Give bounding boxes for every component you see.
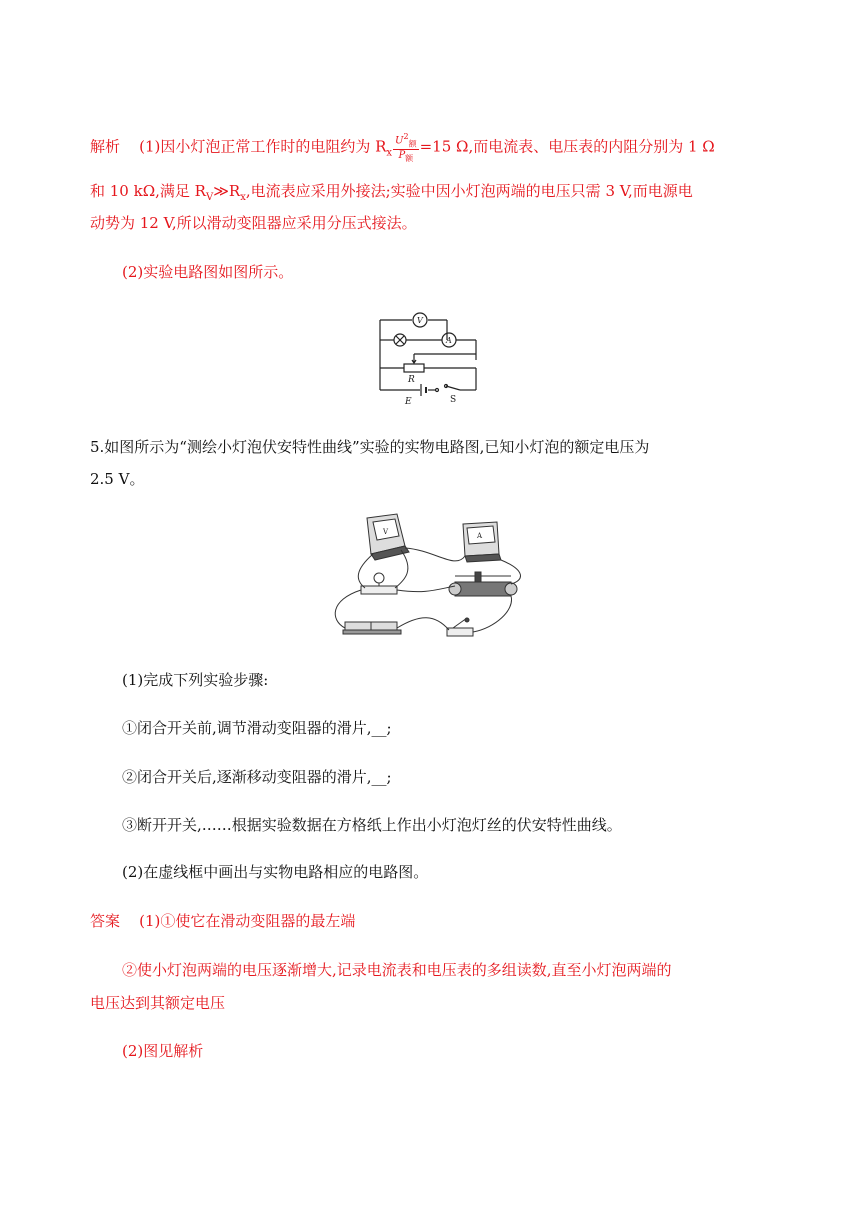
answer-1: (1)①使它在滑动变阻器的最左端	[139, 912, 356, 930]
physical-circuit-illustration	[325, 510, 535, 645]
battery-device-icon	[343, 622, 401, 634]
analysis-part2: (2)实验电路图如图所示。	[122, 263, 294, 281]
emf-label: E	[405, 397, 412, 406]
analysis-text-cont: =15 Ω,而电流表、电压表的内阻分别为 1 Ω	[419, 137, 715, 156]
rheostat-device-icon	[449, 572, 517, 596]
question-line-1: 5.如图所示为“测绘小灯泡伏安特性曲线”实验的实物电路图,已知小灯泡的额定电压为	[90, 438, 650, 456]
part2-question: (2)在虚线框中画出与实物电路相应的电路图。	[122, 863, 429, 881]
analysis-line-1	[90, 131, 715, 164]
svg-text:A: A	[477, 532, 483, 540]
voltmeter-label: V	[417, 316, 423, 325]
answer-line-1	[90, 911, 355, 931]
subscript-x: x	[386, 147, 393, 159]
rheostat-icon	[404, 364, 424, 372]
svg-text:V: V	[383, 528, 389, 536]
switch-device-icon	[447, 618, 473, 636]
question-line-2: 2.5 V。	[90, 470, 145, 488]
answer-3: (2)图见解析	[122, 1042, 204, 1060]
switch-icon	[436, 389, 439, 392]
answer-label: 答案	[90, 912, 121, 930]
step-3: ③断开开关,……根据实验数据在方格纸上作出小灯泡灯丝的伏安特性曲线。	[122, 816, 622, 834]
analysis-line-3: 动势为 12 V,所以滑动变阻器应采用分压式接法。	[90, 214, 417, 232]
analysis-label: 解析	[90, 137, 121, 156]
resistor-label: R	[408, 375, 415, 385]
step-2: ②闭合开关后,逐渐移动变阻器的滑片,__;	[122, 768, 392, 786]
ammeter-device-icon	[463, 522, 501, 562]
analysis-text: (1)因小灯泡正常工作时的电阻约为 R	[139, 137, 387, 156]
step-1: ①闭合开关前,调节滑动变阻器的滑片,__;	[122, 719, 392, 737]
answer-2-line-1: ②使小灯泡两端的电压逐渐增大,记录电流表和电压表的多组读数,直至小灯泡两端的	[122, 961, 672, 979]
answer-2-line-2: 电压达到其额定电压	[90, 994, 226, 1012]
switch-label: S	[450, 395, 457, 405]
circuit-diagram	[372, 310, 484, 406]
bulb-device-icon	[361, 573, 397, 594]
part1-title: (1)完成下列实验步骤:	[122, 671, 269, 689]
analysis-line-2: 和 10 kΩ,满足 $R_V≫R_x$,电流表应采用外接法;实验中因小灯泡两端的电压只需 3 V,而电源电	[90, 182, 693, 203]
resistance-fraction: $\frac{U^2_额}{P_额}$	[395, 132, 417, 164]
ammeter-label: A	[446, 336, 452, 345]
